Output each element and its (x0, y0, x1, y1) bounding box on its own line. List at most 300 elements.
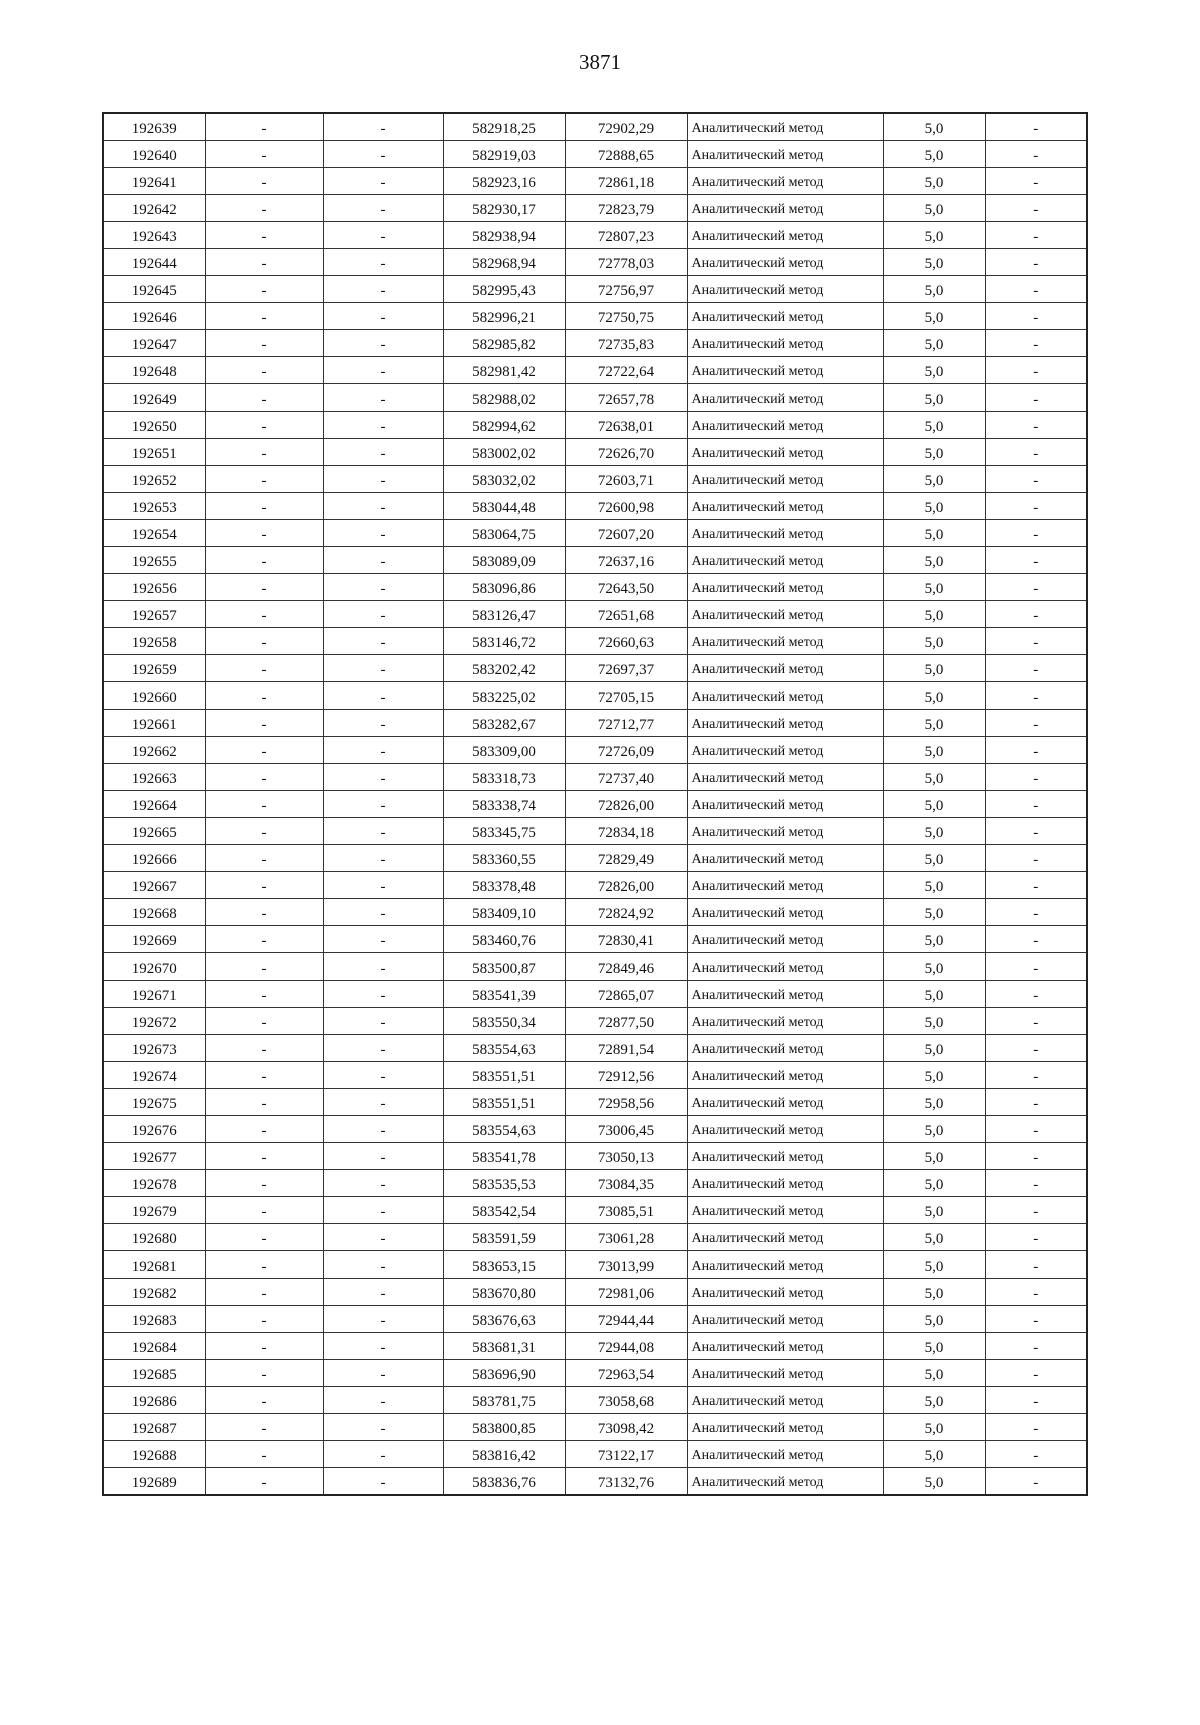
empty-dash-cell: - (323, 303, 443, 330)
empty-dash-cell: - (205, 140, 323, 167)
y-coordinate-cell: 72607,20 (565, 519, 687, 546)
point-number-cell: 192667 (103, 872, 205, 899)
table-row (103, 113, 1087, 140)
point-number-cell: 192670 (103, 953, 205, 980)
method-cell: Аналитический метод (687, 276, 883, 303)
empty-dash-cell: - (205, 736, 323, 763)
empty-dash-cell: - (205, 845, 323, 872)
accuracy-cell: 5,0 (883, 303, 985, 330)
empty-dash-cell: - (323, 1386, 443, 1413)
x-coordinate-cell: 583670,80 (443, 1278, 565, 1305)
method-cell: Аналитический метод (687, 411, 883, 438)
x-coordinate-cell: 583345,75 (443, 817, 565, 844)
table-row (103, 953, 1087, 980)
method-cell: Аналитический метод (687, 357, 883, 384)
empty-dash-cell: - (985, 465, 1087, 492)
empty-dash-cell: - (205, 1197, 323, 1224)
accuracy-cell: 5,0 (883, 140, 985, 167)
empty-dash-cell: - (985, 601, 1087, 628)
x-coordinate-cell: 583551,51 (443, 1061, 565, 1088)
method-cell: Аналитический метод (687, 736, 883, 763)
x-coordinate-cell: 582930,17 (443, 194, 565, 221)
point-number-cell: 192685 (103, 1359, 205, 1386)
table-row (103, 248, 1087, 275)
empty-dash-cell: - (205, 953, 323, 980)
point-number-cell: 192657 (103, 601, 205, 628)
empty-dash-cell: - (323, 1170, 443, 1197)
x-coordinate-cell: 583032,02 (443, 465, 565, 492)
empty-dash-cell: - (985, 1386, 1087, 1413)
accuracy-cell: 5,0 (883, 980, 985, 1007)
empty-dash-cell: - (323, 1007, 443, 1034)
point-number-cell: 192674 (103, 1061, 205, 1088)
point-number-cell: 192658 (103, 628, 205, 655)
accuracy-cell: 5,0 (883, 899, 985, 926)
empty-dash-cell: - (323, 601, 443, 628)
table-row (103, 384, 1087, 411)
point-number-cell: 192669 (103, 926, 205, 953)
table-row (103, 1115, 1087, 1142)
empty-dash-cell: - (323, 1197, 443, 1224)
empty-dash-cell: - (205, 1170, 323, 1197)
point-number-cell: 192673 (103, 1034, 205, 1061)
accuracy-cell: 5,0 (883, 1359, 985, 1386)
point-number-cell: 192639 (103, 113, 205, 140)
y-coordinate-cell: 72660,63 (565, 628, 687, 655)
accuracy-cell: 5,0 (883, 574, 985, 601)
empty-dash-cell: - (985, 1115, 1087, 1142)
empty-dash-cell: - (985, 1414, 1087, 1441)
table-row (103, 1224, 1087, 1251)
accuracy-cell: 5,0 (883, 953, 985, 980)
method-cell: Аналитический метод (687, 817, 883, 844)
accuracy-cell: 5,0 (883, 276, 985, 303)
table-row (103, 1278, 1087, 1305)
table-row (103, 330, 1087, 357)
empty-dash-cell: - (323, 872, 443, 899)
y-coordinate-cell: 72944,44 (565, 1305, 687, 1332)
x-coordinate-cell: 583681,31 (443, 1332, 565, 1359)
empty-dash-cell: - (205, 1332, 323, 1359)
empty-dash-cell: - (323, 574, 443, 601)
accuracy-cell: 5,0 (883, 465, 985, 492)
y-coordinate-cell: 72697,37 (565, 655, 687, 682)
empty-dash-cell: - (985, 1251, 1087, 1278)
x-coordinate-cell: 583089,09 (443, 547, 565, 574)
x-coordinate-cell: 583225,02 (443, 682, 565, 709)
accuracy-cell: 5,0 (883, 194, 985, 221)
x-coordinate-cell: 582981,42 (443, 357, 565, 384)
y-coordinate-cell: 72861,18 (565, 167, 687, 194)
method-cell: Аналитический метод (687, 1088, 883, 1115)
table-row (103, 601, 1087, 628)
point-number-cell: 192645 (103, 276, 205, 303)
x-coordinate-cell: 582938,94 (443, 221, 565, 248)
y-coordinate-cell: 73006,45 (565, 1115, 687, 1142)
empty-dash-cell: - (985, 845, 1087, 872)
table-row (103, 1007, 1087, 1034)
method-cell: Аналитический метод (687, 1251, 883, 1278)
table-row (103, 899, 1087, 926)
empty-dash-cell: - (985, 276, 1087, 303)
table-row (103, 1386, 1087, 1413)
accuracy-cell: 5,0 (883, 655, 985, 682)
table-row (103, 167, 1087, 194)
empty-dash-cell: - (323, 1115, 443, 1142)
x-coordinate-cell: 583542,54 (443, 1197, 565, 1224)
table-row (103, 221, 1087, 248)
y-coordinate-cell: 72643,50 (565, 574, 687, 601)
point-number-cell: 192689 (103, 1468, 205, 1495)
y-coordinate-cell: 72877,50 (565, 1007, 687, 1034)
method-cell: Аналитический метод (687, 167, 883, 194)
empty-dash-cell: - (985, 1061, 1087, 1088)
y-coordinate-cell: 72824,92 (565, 899, 687, 926)
empty-dash-cell: - (323, 276, 443, 303)
accuracy-cell: 5,0 (883, 1007, 985, 1034)
empty-dash-cell: - (205, 574, 323, 601)
empty-dash-cell: - (323, 980, 443, 1007)
method-cell: Аналитический метод (687, 221, 883, 248)
empty-dash-cell: - (323, 790, 443, 817)
accuracy-cell: 5,0 (883, 167, 985, 194)
empty-dash-cell: - (985, 953, 1087, 980)
empty-dash-cell: - (323, 1441, 443, 1468)
empty-dash-cell: - (323, 113, 443, 140)
x-coordinate-cell: 583676,63 (443, 1305, 565, 1332)
accuracy-cell: 5,0 (883, 330, 985, 357)
point-number-cell: 192666 (103, 845, 205, 872)
empty-dash-cell: - (985, 1278, 1087, 1305)
point-number-cell: 192688 (103, 1441, 205, 1468)
x-coordinate-cell: 582988,02 (443, 384, 565, 411)
y-coordinate-cell: 72807,23 (565, 221, 687, 248)
empty-dash-cell: - (323, 221, 443, 248)
empty-dash-cell: - (205, 411, 323, 438)
table-row (103, 492, 1087, 519)
x-coordinate-cell: 583002,02 (443, 438, 565, 465)
y-coordinate-cell: 72902,29 (565, 113, 687, 140)
method-cell: Аналитический метод (687, 574, 883, 601)
point-number-cell: 192681 (103, 1251, 205, 1278)
point-number-cell: 192662 (103, 736, 205, 763)
point-number-cell: 192680 (103, 1224, 205, 1251)
empty-dash-cell: - (205, 1224, 323, 1251)
empty-dash-cell: - (205, 817, 323, 844)
empty-dash-cell: - (985, 1305, 1087, 1332)
table-row (103, 980, 1087, 1007)
method-cell: Аналитический метод (687, 1468, 883, 1495)
point-number-cell: 192650 (103, 411, 205, 438)
empty-dash-cell: - (323, 682, 443, 709)
accuracy-cell: 5,0 (883, 113, 985, 140)
table-row (103, 1197, 1087, 1224)
empty-dash-cell: - (985, 1197, 1087, 1224)
method-cell: Аналитический метод (687, 492, 883, 519)
point-number-cell: 192659 (103, 655, 205, 682)
empty-dash-cell: - (323, 628, 443, 655)
y-coordinate-cell: 73084,35 (565, 1170, 687, 1197)
method-cell: Аналитический метод (687, 709, 883, 736)
x-coordinate-cell: 583550,34 (443, 1007, 565, 1034)
empty-dash-cell: - (985, 438, 1087, 465)
method-cell: Аналитический метод (687, 330, 883, 357)
point-number-cell: 192687 (103, 1414, 205, 1441)
point-number-cell: 192663 (103, 763, 205, 790)
empty-dash-cell: - (985, 1034, 1087, 1061)
empty-dash-cell: - (205, 709, 323, 736)
empty-dash-cell: - (323, 492, 443, 519)
empty-dash-cell: - (205, 682, 323, 709)
table-row (103, 303, 1087, 330)
point-number-cell: 192686 (103, 1386, 205, 1413)
empty-dash-cell: - (323, 1414, 443, 1441)
table-row (103, 194, 1087, 221)
table-row (103, 1414, 1087, 1441)
method-cell: Аналитический метод (687, 872, 883, 899)
empty-dash-cell: - (323, 1143, 443, 1170)
x-coordinate-cell: 583653,15 (443, 1251, 565, 1278)
x-coordinate-cell: 583535,53 (443, 1170, 565, 1197)
x-coordinate-cell: 582918,25 (443, 113, 565, 140)
y-coordinate-cell: 72834,18 (565, 817, 687, 844)
table-row (103, 763, 1087, 790)
empty-dash-cell: - (985, 1224, 1087, 1251)
empty-dash-cell: - (323, 1332, 443, 1359)
y-coordinate-cell: 72756,97 (565, 276, 687, 303)
empty-dash-cell: - (985, 790, 1087, 817)
empty-dash-cell: - (323, 845, 443, 872)
empty-dash-cell: - (205, 1034, 323, 1061)
x-coordinate-cell: 582968,94 (443, 248, 565, 275)
x-coordinate-cell: 583541,78 (443, 1143, 565, 1170)
y-coordinate-cell: 73132,76 (565, 1468, 687, 1495)
x-coordinate-cell: 583202,42 (443, 655, 565, 682)
empty-dash-cell: - (985, 167, 1087, 194)
point-number-cell: 192684 (103, 1332, 205, 1359)
empty-dash-cell: - (205, 1359, 323, 1386)
accuracy-cell: 5,0 (883, 1088, 985, 1115)
empty-dash-cell: - (985, 384, 1087, 411)
empty-dash-cell: - (985, 519, 1087, 546)
table-row (103, 1468, 1087, 1495)
method-cell: Аналитический метод (687, 1115, 883, 1142)
empty-dash-cell: - (985, 1441, 1087, 1468)
point-number-cell: 192677 (103, 1143, 205, 1170)
empty-dash-cell: - (323, 953, 443, 980)
empty-dash-cell: - (205, 113, 323, 140)
x-coordinate-cell: 583409,10 (443, 899, 565, 926)
x-coordinate-cell: 583554,63 (443, 1115, 565, 1142)
empty-dash-cell: - (205, 492, 323, 519)
method-cell: Аналитический метод (687, 465, 883, 492)
y-coordinate-cell: 72603,71 (565, 465, 687, 492)
empty-dash-cell: - (205, 763, 323, 790)
accuracy-cell: 5,0 (883, 1224, 985, 1251)
y-coordinate-cell: 72638,01 (565, 411, 687, 438)
accuracy-cell: 5,0 (883, 1414, 985, 1441)
empty-dash-cell: - (205, 221, 323, 248)
accuracy-cell: 5,0 (883, 926, 985, 953)
empty-dash-cell: - (323, 926, 443, 953)
empty-dash-cell: - (205, 1441, 323, 1468)
point-number-cell: 192647 (103, 330, 205, 357)
empty-dash-cell: - (323, 140, 443, 167)
y-coordinate-cell: 72705,15 (565, 682, 687, 709)
method-cell: Аналитический метод (687, 1034, 883, 1061)
empty-dash-cell: - (323, 736, 443, 763)
accuracy-cell: 5,0 (883, 1386, 985, 1413)
point-number-cell: 192675 (103, 1088, 205, 1115)
empty-dash-cell: - (205, 1061, 323, 1088)
y-coordinate-cell: 72958,56 (565, 1088, 687, 1115)
table-row (103, 790, 1087, 817)
y-coordinate-cell: 72944,08 (565, 1332, 687, 1359)
table-row (103, 547, 1087, 574)
y-coordinate-cell: 72849,46 (565, 953, 687, 980)
table-row (103, 1088, 1087, 1115)
table-row (103, 438, 1087, 465)
table-row (103, 140, 1087, 167)
point-number-cell: 192655 (103, 547, 205, 574)
accuracy-cell: 5,0 (883, 1441, 985, 1468)
empty-dash-cell: - (205, 1143, 323, 1170)
method-cell: Аналитический метод (687, 790, 883, 817)
y-coordinate-cell: 72823,79 (565, 194, 687, 221)
x-coordinate-cell: 583800,85 (443, 1414, 565, 1441)
method-cell: Аналитический метод (687, 899, 883, 926)
empty-dash-cell: - (205, 1386, 323, 1413)
method-cell: Аналитический метод (687, 547, 883, 574)
empty-dash-cell: - (205, 601, 323, 628)
empty-dash-cell: - (205, 330, 323, 357)
x-coordinate-cell: 583318,73 (443, 763, 565, 790)
empty-dash-cell: - (323, 357, 443, 384)
empty-dash-cell: - (323, 1251, 443, 1278)
method-cell: Аналитический метод (687, 113, 883, 140)
method-cell: Аналитический метод (687, 384, 883, 411)
method-cell: Аналитический метод (687, 628, 883, 655)
point-number-cell: 192643 (103, 221, 205, 248)
empty-dash-cell: - (985, 1170, 1087, 1197)
empty-dash-cell: - (323, 384, 443, 411)
x-coordinate-cell: 583816,42 (443, 1441, 565, 1468)
method-cell: Аналитический метод (687, 1386, 883, 1413)
y-coordinate-cell: 72778,03 (565, 248, 687, 275)
empty-dash-cell: - (205, 980, 323, 1007)
y-coordinate-cell: 72912,56 (565, 1061, 687, 1088)
empty-dash-cell: - (985, 980, 1087, 1007)
point-number-cell: 192640 (103, 140, 205, 167)
method-cell: Аналитический метод (687, 519, 883, 546)
x-coordinate-cell: 583541,39 (443, 980, 565, 1007)
empty-dash-cell: - (205, 1414, 323, 1441)
x-coordinate-cell: 583309,00 (443, 736, 565, 763)
x-coordinate-cell: 583836,76 (443, 1468, 565, 1495)
y-coordinate-cell: 73098,42 (565, 1414, 687, 1441)
y-coordinate-cell: 72726,09 (565, 736, 687, 763)
empty-dash-cell: - (205, 1278, 323, 1305)
method-cell: Аналитический метод (687, 1414, 883, 1441)
method-cell: Аналитический метод (687, 1305, 883, 1332)
empty-dash-cell: - (323, 1061, 443, 1088)
accuracy-cell: 5,0 (883, 411, 985, 438)
table-row (103, 845, 1087, 872)
empty-dash-cell: - (205, 1088, 323, 1115)
method-cell: Аналитический метод (687, 194, 883, 221)
y-coordinate-cell: 72829,49 (565, 845, 687, 872)
method-cell: Аналитический метод (687, 1359, 883, 1386)
empty-dash-cell: - (205, 926, 323, 953)
y-coordinate-cell: 72826,00 (565, 872, 687, 899)
point-number-cell: 192665 (103, 817, 205, 844)
y-coordinate-cell: 72826,00 (565, 790, 687, 817)
empty-dash-cell: - (205, 899, 323, 926)
table-row (103, 628, 1087, 655)
empty-dash-cell: - (985, 682, 1087, 709)
table-row (103, 709, 1087, 736)
y-coordinate-cell: 73061,28 (565, 1224, 687, 1251)
accuracy-cell: 5,0 (883, 547, 985, 574)
method-cell: Аналитический метод (687, 601, 883, 628)
point-number-cell: 192661 (103, 709, 205, 736)
accuracy-cell: 5,0 (883, 763, 985, 790)
empty-dash-cell: - (985, 817, 1087, 844)
x-coordinate-cell: 582995,43 (443, 276, 565, 303)
empty-dash-cell: - (323, 547, 443, 574)
empty-dash-cell: - (985, 194, 1087, 221)
x-coordinate-cell: 583781,75 (443, 1386, 565, 1413)
empty-dash-cell: - (205, 790, 323, 817)
empty-dash-cell: - (985, 113, 1087, 140)
table-row (103, 682, 1087, 709)
method-cell: Аналитический метод (687, 303, 883, 330)
table-row (103, 1441, 1087, 1468)
empty-dash-cell: - (985, 1007, 1087, 1034)
method-cell: Аналитический метод (687, 1007, 883, 1034)
y-coordinate-cell: 72722,64 (565, 357, 687, 384)
empty-dash-cell: - (985, 1359, 1087, 1386)
empty-dash-cell: - (323, 1224, 443, 1251)
table-row (103, 1170, 1087, 1197)
accuracy-cell: 5,0 (883, 438, 985, 465)
empty-dash-cell: - (323, 817, 443, 844)
empty-dash-cell: - (323, 330, 443, 357)
empty-dash-cell: - (985, 330, 1087, 357)
empty-dash-cell: - (985, 303, 1087, 330)
empty-dash-cell: - (205, 384, 323, 411)
empty-dash-cell: - (323, 248, 443, 275)
point-number-cell: 192648 (103, 357, 205, 384)
table-row (103, 519, 1087, 546)
point-number-cell: 192676 (103, 1115, 205, 1142)
empty-dash-cell: - (323, 655, 443, 682)
accuracy-cell: 5,0 (883, 1034, 985, 1061)
table-row (103, 465, 1087, 492)
accuracy-cell: 5,0 (883, 384, 985, 411)
empty-dash-cell: - (205, 1251, 323, 1278)
empty-dash-cell: - (323, 1359, 443, 1386)
empty-dash-cell: - (205, 276, 323, 303)
empty-dash-cell: - (985, 248, 1087, 275)
method-cell: Аналитический метод (687, 1441, 883, 1468)
table-row (103, 1251, 1087, 1278)
accuracy-cell: 5,0 (883, 1251, 985, 1278)
point-number-cell: 192656 (103, 574, 205, 601)
point-number-cell: 192671 (103, 980, 205, 1007)
method-cell: Аналитический метод (687, 1061, 883, 1088)
method-cell: Аналитический метод (687, 1170, 883, 1197)
